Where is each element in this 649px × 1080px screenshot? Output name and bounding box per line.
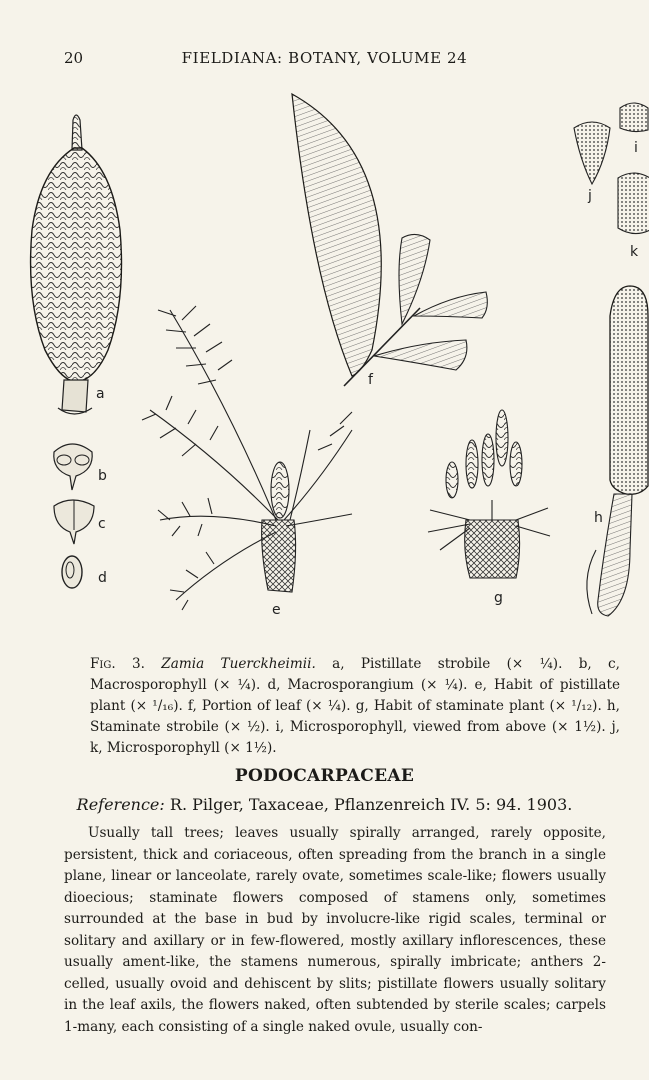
macrosporangium-drawing — [62, 556, 82, 588]
figure-label-a: a — [96, 386, 105, 402]
macrosporophyll-c-drawing — [54, 500, 94, 544]
leaf-portion-drawing — [292, 94, 487, 386]
staminate-plant-habit-drawing — [428, 410, 550, 578]
section-title: PODOCARPACEAE — [234, 766, 415, 786]
figure-label-i: i — [634, 140, 638, 156]
caption-text: a, Pistillate strobile (× ¼). b, c, Macrosporophyll (× ¼). d, Macrosporangium (× ¼). e, Habit of pistillate plant (× ¹/₁₆). f, Portion of leaf (× ¼). g, Habit of staminate plant (× ¹/₁₂). h, Staminate strobile (× ½). i, Microsporophyll, viewed from above (× 1½). j, k, Microsporophyll (× 1½). — [90, 656, 620, 756]
microsporophyll-i-drawing — [620, 103, 648, 132]
figure-label-c: c — [98, 516, 106, 532]
figure-label-d: d — [98, 570, 107, 586]
figure-illustration — [0, 80, 649, 640]
page-number: 20 — [64, 49, 84, 67]
reference-text: R. Pilger, Taxaceae, Pflanzenreich IV. 5: 94. 1903. — [169, 795, 573, 814]
botanical-figure — [0, 80, 649, 640]
species-name: Zamia Tuerckheimii. — [161, 656, 316, 672]
microsporophyll-k-drawing — [618, 173, 649, 234]
pistillate-plant-habit-drawing — [142, 306, 352, 610]
running-head: FIELDIANA: BOTANY, VOLUME 24 — [181, 49, 468, 67]
reference-line — [0, 795, 649, 814]
body-paragraph: Usually tall trees; leaves usually spirally arranged, rarely opposite, persistent, thick and coriaceous, often spreading from the branch in a single plane, linear or lanceolate, rarely ovate, sometimes scale-like; flowers usually dioecious; staminate flowers composed of stamens only, sometimes surrounded at the base in bud by involucre-like rigid scales, terminal or solitary and axillary or in few-flowered, mostly axillary inflorescences, these usually ament-like, the stamens numerous, spirally imbricate; anthers 2-celled, usually ovoid and dehiscent by slits; pistillate flowers usually solitary in the leaf axils, the flowers naked, often subtended by sterile scales; carpels 1-many, each consisting of a single naked ovule, usually con- — [64, 825, 606, 1035]
figure-label-k: k — [630, 244, 639, 260]
reference-label: Reference: — [76, 795, 165, 814]
microsporophyll-j-drawing — [574, 122, 610, 184]
figure-number: Fig. 3. — [90, 656, 145, 672]
figure-label-g: g — [494, 590, 503, 606]
figure-label-h: h — [594, 510, 603, 526]
figure-caption — [90, 654, 620, 759]
macrosporophyll-b-drawing — [54, 444, 92, 490]
figure-label-e: e — [272, 602, 281, 618]
figure-label-f: f — [368, 372, 373, 388]
pistillate-strobile-drawing — [31, 115, 122, 414]
figure-label-b: b — [98, 468, 107, 484]
staminate-strobile-drawing — [587, 286, 648, 616]
figure-label-j: j — [588, 188, 592, 204]
